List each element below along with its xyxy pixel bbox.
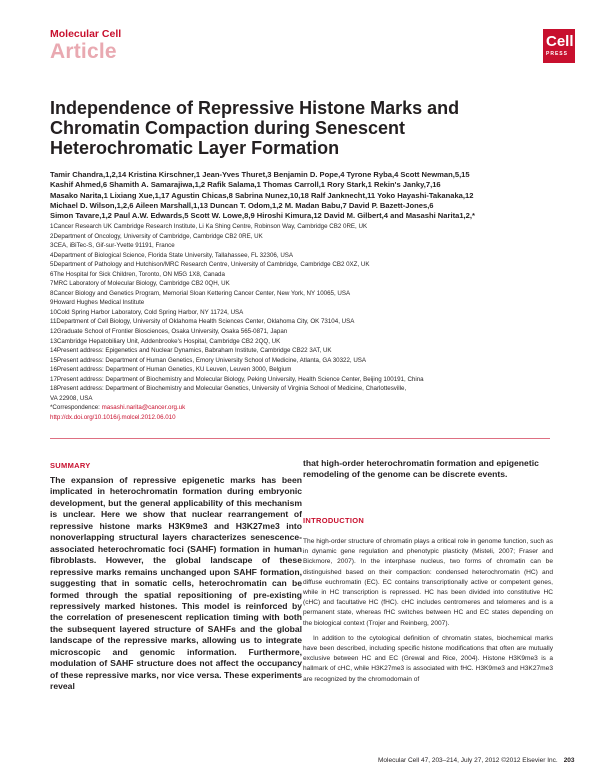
page-number: 203 (563, 757, 575, 764)
affiliation: 14Present address: Epigenetics and Nuclear Dynamics, Babraham Institute, Cambridge CB22 3AT, UK (50, 347, 332, 355)
affiliation-list (50, 222, 560, 422)
journal-name: Molecular Cell (50, 28, 122, 40)
affiliation: 12Graduate School of Frontier Biosciences, Osaka University, Osaka 565-0871, Japan (50, 328, 288, 336)
author-list (50, 170, 558, 221)
author-line: Simon Tavare,1,2 Paul A.W. Edwards,5 Scott W. Lowe,8,9 Hiroshi Kimura,12 David M. Gilbert,4 and Masashi Narita1,2,* (50, 211, 475, 221)
intro-paragraph: The high-order structure of chromatin plays a critical role in genome function, such as in dynamic gene regulation and phenotypic plasticity (Misteli, 2007; Fraser and Bickmore, 2007). In the interphase nucleus, two forms of chromatin can be distinguished based on their compaction: condensed heterochromatin (HC) and diffuse euchromatin (EC). EC contains transcriptionally active or competent genes, while in HC transcription is repressed. HC has been divided into constitutive HC (cHC) and facultative HC (fHC). cHC includes centromeres and telomeres and is a permanent state, whereas fHC switches between HC and EC states depending on the biological context (Trojer and Reinberg, 2007). (303, 538, 553, 627)
author-line: Michael D. Wilson,1,2,6 Aileen Marshall,1,13 Duncan T. Odom,1,2 M. Madan Babu,7 David P. Bazett-Jones,6 (50, 200, 434, 210)
affiliation: 10Cold Spring Harbor Laboratory, Cold Spring Harbor, NY 11724, USA (50, 308, 244, 316)
article-type: Article (50, 40, 117, 63)
affiliation: 16Present address: Department of Human Genetics, KU Leuven, Leuven 3000, Belgium (50, 366, 292, 374)
affiliation: 6The Hospital for Sick Children, Toronto, ON M5G 1X8, Canada (50, 270, 225, 278)
affiliation: 11Department of Cell Biology, University of Oklahoma Health Sciences Center, Oklahoma City, OK 73104, USA (50, 318, 355, 326)
intro-paragraph: In addition to the cytological definition of chromatin states, biochemical marks have been described, including specific histone modifications that often are mutually exclusive between HC and EC (Grewal and Rice, 2004). Histone H3K9me3 is a hallmark of cHC, while H3K27me3 is associated with fHC. H3K9me3 and H3K27me3 are recognized by the chromodomain of (303, 634, 553, 683)
doi-link[interactable]: http://dx.doi.org/10.1016/j.molcel.2012.06.010 (50, 413, 176, 421)
citation: Molecular Cell 47, 203–214, July 27, 2012 ©2012 Elsevier Inc. (378, 757, 558, 764)
affiliation: 1Cancer Research UK Cambridge Research Institute, Li Ka Shing Centre, Robinson Way, Cambridge CB2 0RE, UK (50, 223, 368, 230)
affiliation: 17Present address: Department of Biochemistry and Molecular Biology, Peking University, Health Science Center, Beijing 100191, China (50, 375, 424, 383)
author-line: Masako Narita,1 Lixiang Xue,1,17 Agustin Chicas,8 Sabrina Nunez,10,18 Ralf Janknecht,11 Yoko Hayashi-Takanaka,12 (50, 190, 474, 200)
summary-text: The expansion of repressive epigenetic marks has been implicated in heterochromatin formation during embryonic development, but the general applicability of this mechanism is unclear. Here we show that nuclear rearrangement of repressive histone marks H3K9me3 and H3K27me3 into nonoverlapping structural layers characterizes senescence-associated heterochromatic foci (SAHF) formation in human fibroblasts. However, the global landscape of these repressive marks remains unchanged upon SAHF formation, suggesting that in somatic cells, heterochromatin can be formed through the spatial repositioning of pre-existing repressively marked histones. This model is reinforced by the correlation of presenescent replication timing with both the subsequent layered structure of SAHFs and the global landscape of the repressive marks, allowing us to integrate microscopic and genomic information. Furthermore, modulation of SAHF structure does not affect the occupancy of these repressive marks, nor vice versa. These experiments reveal (50, 475, 302, 692)
summary-heading: SUMMARY (50, 461, 91, 470)
affiliation: 15Present address: Department of Human Genetics, Emory University School of Medicine, Atlanta, GA 30322, USA (50, 356, 367, 364)
author-line: Kashif Ahmed,6 Shamith A. Samarajiwa,1,2 Rafik Salama,1 Thomas Carroll,1 Rory Stark,1 Rekin's Janky,7,16 (50, 180, 441, 190)
logo-word: Cell (546, 33, 574, 50)
correspondence-label: *Correspondence: (50, 404, 102, 412)
affiliation: 13Cambridge Hepatobiliary Unit, Addenbrooke's Hospital, Cambridge CB2 2QQ, UK (50, 337, 281, 345)
affiliation: 2Department of Oncology, University of Cambridge, Cambridge CB2 0RE, UK (50, 232, 263, 240)
paper-title: Independence of Repressive Histone Marks and Chromatin Compaction during Senescent Heterochromatic Layer Formation (50, 98, 460, 158)
affiliation: VA 22908, USA (50, 394, 93, 402)
introduction-heading: INTRODUCTION (303, 516, 365, 525)
author-line: Tamir Chandra,1,2,14 Kristina Kirschner,1 Jean-Yves Thuret,3 Benjamin D. Pope,4 Tyrone Ryba,4 Scott Newman,5,15 (50, 170, 470, 179)
affiliation: 8Cancer Biology and Genetics Program, Memorial Sloan Kettering Cancer Center, New York, NY 10065, USA (50, 289, 351, 297)
cell-press-logo[interactable] (543, 29, 575, 63)
introduction-body (303, 537, 553, 690)
affiliation: 9Howard Hughes Medical Institute (50, 299, 145, 307)
affiliation: 7MRC Laboratory of Molecular Biology, Cambridge CB2 0QH, UK (50, 280, 230, 288)
affiliation: 4Department of Biological Science, Florida State University, Tallahassee, FL 32306, USA (50, 251, 294, 259)
affiliation: 3CEA, iBiTec-S, Gif-sur-Yvette 91191, France (50, 242, 175, 250)
summary-continued: that high-order heterochromatin formation and epigenetic remodeling of the genome can be discrete events. (303, 458, 539, 480)
page-footer (378, 757, 575, 764)
logo-subtext: PRESS (546, 51, 568, 57)
correspondence-email-link[interactable]: masashi.narita@cancer.org.uk (101, 404, 186, 412)
section-divider (50, 438, 550, 439)
correspondence (50, 403, 560, 413)
affiliation: 18Present address: Department of Biochemistry and Molecular Genetics, University of Virginia School of Medicine, Charlottesville, (50, 385, 407, 393)
affiliation: 5Department of Pathology and Hutchison/MRC Research Centre, University of Cambridge, Cambridge CB2 0XZ, UK (50, 261, 370, 269)
